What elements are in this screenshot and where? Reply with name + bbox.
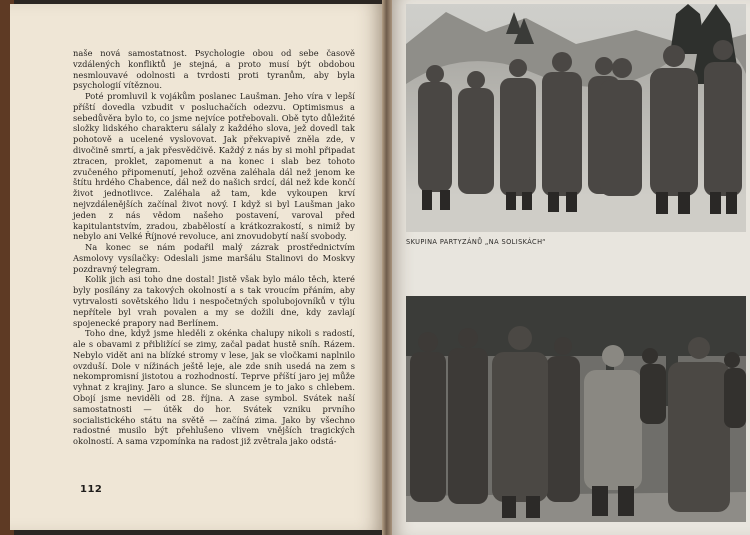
paragraph: Kolik jich asi toho dne dostal! Jistě však bylo málo těch, které byly posílány za takových okolností a s tak vroucím přáním, aby vytrvalosti sovětského lidu i nespočetných spolubojovníků v týlu nepřítele byl vrah povalen a my se dožili dne, kdy zavlají spojenecké prapory nad Berlínem. [73, 274, 355, 328]
page-number: 112 [80, 484, 103, 495]
partisan-officers-photo [406, 296, 746, 522]
photo-caption: SKUPINA PARTYZÁNŮ „NA SOLISKÁCH“ [406, 238, 547, 246]
left-page [10, 4, 384, 530]
book-gutter [382, 0, 392, 535]
paragraph: Poté promluvil k vojákům poslanec Laušman. Jeho víra v lepší příští dovedla vzbudit v posluchačích odezvu. Optimismus a sebedůvěra bylo to, co jsme nejvíce potřebovali. Obě tyto důležité složky lidského charakteru sálaly z každého slova, jež dovedl tak pohotově a ucelené vyslovovat. Jak překvapivě zněla zde, v divočině smrtí, a jak přesvědčivě. Každý z nás by si mohl připadat ztracen, proklet, zapomenut a na konec i slab bez tohoto zvučeného připomenutí, jehož ozvěna zaléhala dál než jenom ke štítu hrdého Chabence, dál než do našich srdcí, dál než kde končí život jednotlivce. Zaléhala až tam, kde vykoupen krví nejvzdálenějších začínal život nový. I když si byl Laušman jako jeden z nás vědom našeho postavení, varoval před kapitulantstvím, zradou, zbabělostí a krátkozrakostí, s nimiž by nebylo ani Velké Říjnové revoluce, ani znovudobytí naší svobody. [73, 91, 355, 242]
partisan-group-photo [406, 4, 746, 232]
right-page [392, 0, 750, 535]
body-text [73, 48, 355, 447]
paragraph: naše nová samostatnost. Psychologie obou od sebe časově vzdálených konfliktů je stejná, a proto musí být obdobou nesmlouvavé odolnosti a tvrdosti proti tyranům, aby byla psychologií vítěznou. [73, 48, 355, 91]
paragraph: Toho dne, když jsme hleděli z okénka chalupy nikoli s radostí, ale s obavami z přibližící se zimy, začal padat hustě sníh. Rázem. Nebylo vidět ani na blízké stromy v lese, jak se vločkami naplnilo ovzduší. Dole v nížinách ještě leje, ale zde snih usedá na zem s nekompromisní jistotou a rozhodností. Teprve příští jaro jej může vyhnat z krajiny. Jaro a slunce. Se sluncem je to jako s chlebem. Obojí jsme neviděli od 28. října. A zase symbol. Svátek naší samostatnosti — útěk do hor. Svátek vzniku prvního socialistického státu na světě — začíná zima. Jako by všechno radostné musilo být přehlušeno vlivem vnějších tragických okolností. A sama vzpomínka na radost již zvětrala jako odstá- [73, 328, 355, 447]
paragraph: Na konec se nám podařil malý zázrak prostřednictvím Asmolovy vysílačky: Odeslali jsme maršálu Stalinovi do Moskvy pozdravný telegram. [73, 242, 355, 274]
